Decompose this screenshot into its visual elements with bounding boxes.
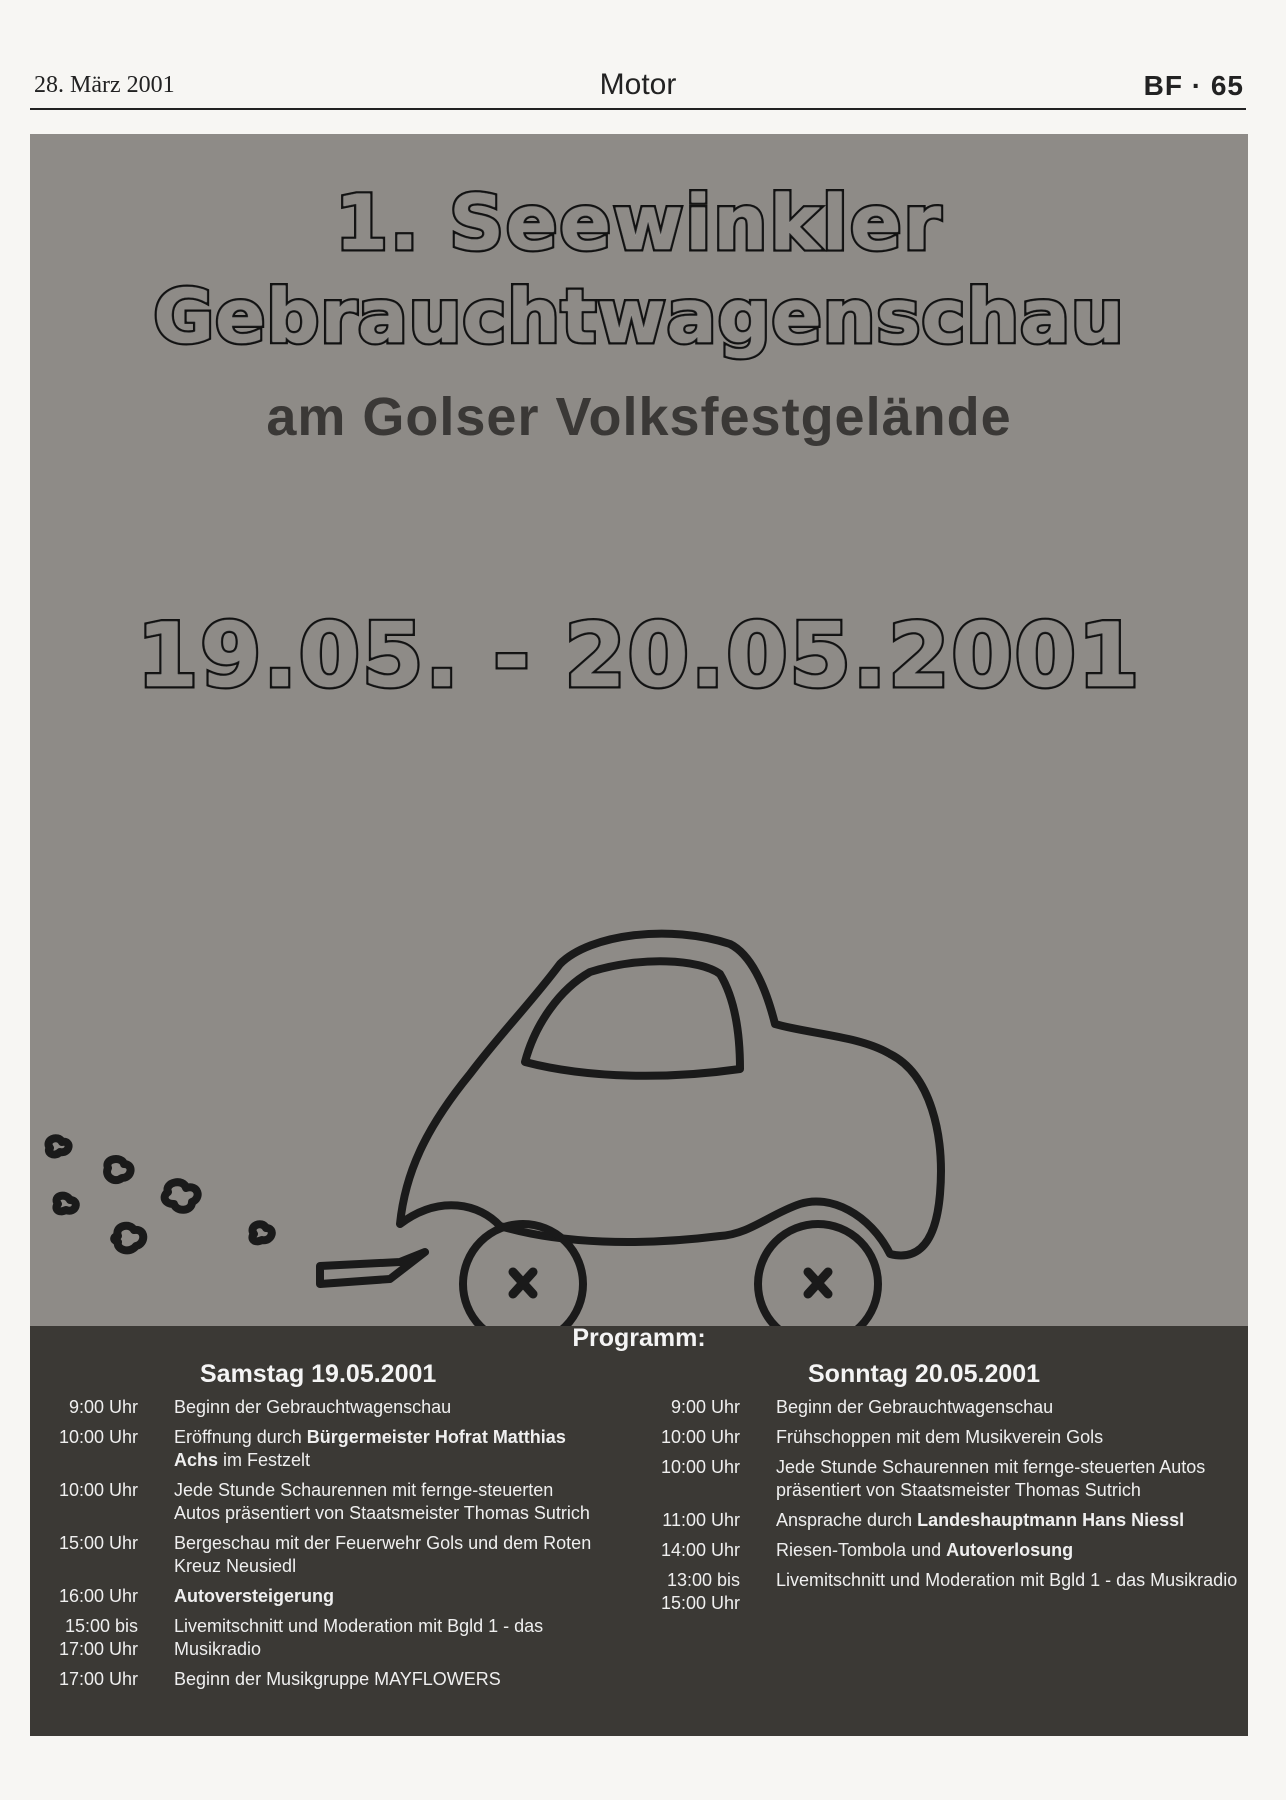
poster-title-line2: Gebrauchtwagenschau xyxy=(153,274,1125,360)
schedule-text: Livemitschnitt und Moderation mit Bgld 1 - das Musikradio xyxy=(776,1570,1238,1590)
sunday-title: Sonntag 20.05.2001 xyxy=(808,1360,1041,1388)
schedule-item xyxy=(640,1396,1240,1419)
car-drawing xyxy=(30,874,1248,1344)
schedule-time: 10:00 Uhr xyxy=(58,1427,138,1447)
schedule-text: Riesen-Tombola und Autoverlosung xyxy=(776,1540,1074,1560)
schedule-time: 9:00 Uhr xyxy=(68,1397,138,1417)
schedule-item xyxy=(38,1426,598,1472)
schedule-item xyxy=(38,1532,598,1578)
saturday-schedule xyxy=(38,1396,598,1698)
schedule-time: 17:00 Uhr xyxy=(58,1669,138,1689)
poster-dates: 19.05. - 20.05.2001 xyxy=(136,604,1142,707)
schedule-item xyxy=(38,1585,598,1608)
schedule-item xyxy=(640,1509,1240,1532)
event-poster xyxy=(30,134,1248,1736)
schedule-text: Jede Stunde Schaurennen mit fernge-steuerten Autos präsentiert von Staatsmeister Thomas Sutrich xyxy=(174,1480,590,1523)
schedule-text: Ansprache durch Landeshauptmann Hans Niessl xyxy=(776,1510,1185,1530)
sunday-schedule xyxy=(640,1396,1240,1622)
page-header xyxy=(30,64,1246,110)
schedule-time: 10:00 Uhr xyxy=(660,1427,740,1447)
schedule-time: 13:00 bis 15:00 Uhr xyxy=(660,1570,740,1613)
schedule-time: 15:00 Uhr xyxy=(58,1533,138,1553)
schedule-time: 9:00 Uhr xyxy=(670,1397,740,1417)
schedule-time: 16:00 Uhr xyxy=(58,1586,138,1606)
schedule-item xyxy=(640,1539,1240,1562)
schedule-time: 15:00 bis 17:00 Uhr xyxy=(58,1616,138,1659)
schedule-time: 10:00 Uhr xyxy=(58,1480,138,1500)
schedule-text: Frühschoppen mit dem Musikverein Gols xyxy=(776,1427,1104,1447)
schedule-item xyxy=(38,1396,598,1419)
section-title: Motor xyxy=(599,68,677,101)
issue-date: 28. März 2001 xyxy=(34,72,175,98)
poster-subtitle: am Golser Volksfestgelände xyxy=(266,387,1012,447)
schedule-text: Beginn der Gebrauchtwagenschau xyxy=(174,1397,452,1417)
schedule-item xyxy=(640,1569,1240,1615)
schedule-time: 10:00 Uhr xyxy=(660,1457,740,1477)
program-title: Programm: xyxy=(572,1324,706,1352)
schedule-text: Jede Stunde Schaurennen mit fernge-steuerten Autos präsentiert von Staatsmeister Thomas Sutrich xyxy=(776,1457,1206,1500)
schedule-item xyxy=(38,1668,598,1691)
schedule-time: 14:00 Uhr xyxy=(660,1540,740,1560)
schedule-item xyxy=(38,1615,598,1661)
schedule-text: Autoversteigerung xyxy=(174,1586,335,1606)
schedule-text: Beginn der Musikgruppe MAYFLOWERS xyxy=(174,1669,501,1689)
page-number: BF · 65 xyxy=(1143,70,1244,101)
program-panel xyxy=(30,1326,1248,1736)
saturday-title: Samstag 19.05.2001 xyxy=(200,1360,437,1388)
poster-title-line1: 1. Seewinkler xyxy=(334,178,944,267)
schedule-text: Eröffnung durch Bürgermeister Hofrat Matthias Achs im Festzelt xyxy=(174,1427,566,1470)
schedule-item xyxy=(640,1456,1240,1502)
schedule-item xyxy=(38,1479,598,1525)
schedule-text: Bergeschau mit der Feuerwehr Gols und dem Roten Kreuz Neusiedl xyxy=(174,1533,592,1576)
schedule-item xyxy=(640,1426,1240,1449)
schedule-time: 11:00 Uhr xyxy=(662,1510,740,1530)
schedule-text: Beginn der Gebrauchtwagenschau xyxy=(776,1397,1054,1417)
schedule-text: Livemitschnitt und Moderation mit Bgld 1 - das Musikradio xyxy=(174,1616,544,1659)
